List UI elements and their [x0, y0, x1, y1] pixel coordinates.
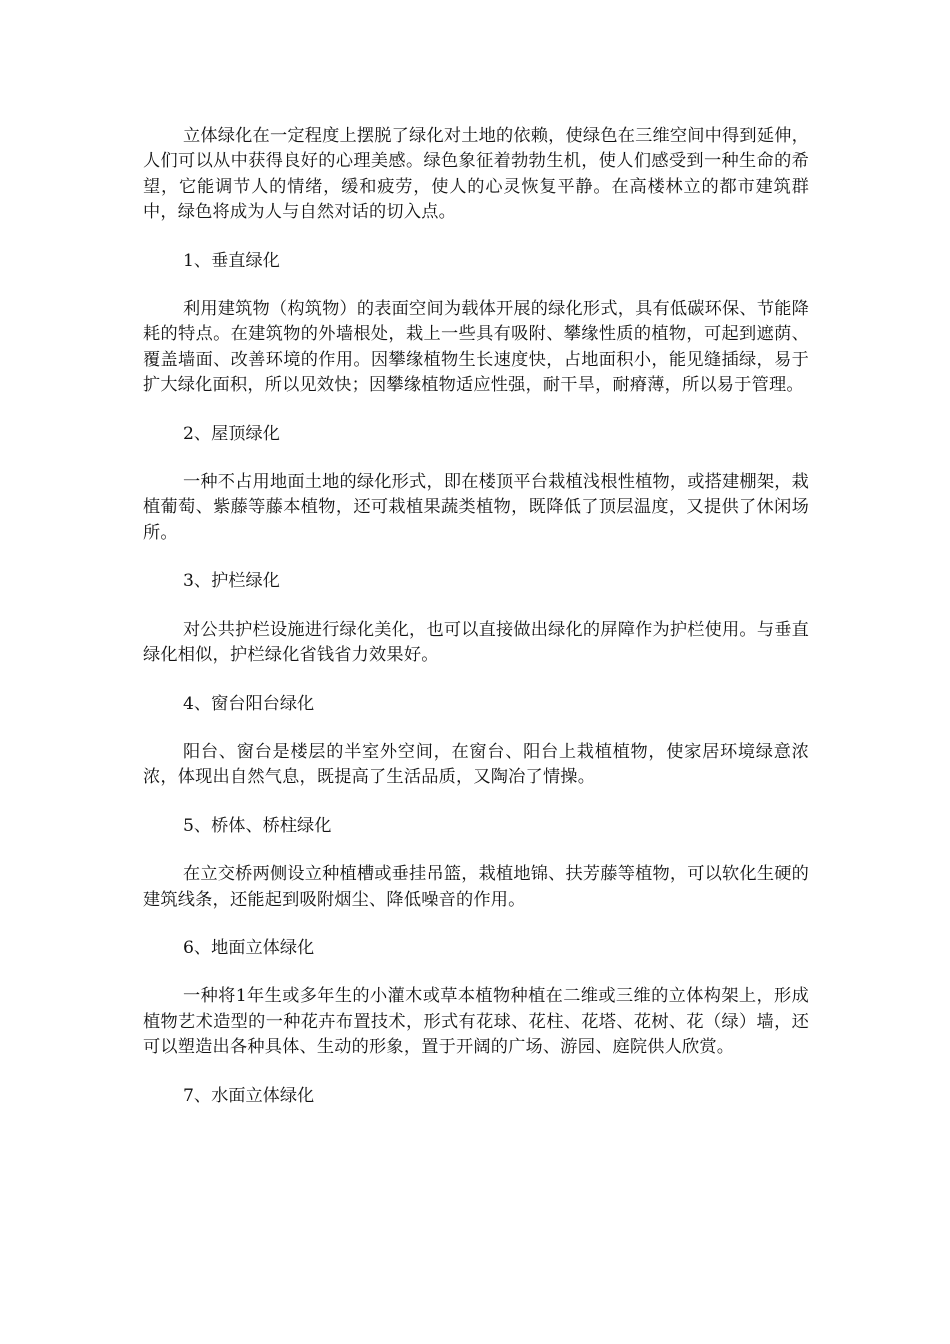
- section-heading-6: 6、地面立体绿化: [183, 937, 315, 958]
- section-heading-2: 2、屋顶绿化: [183, 423, 280, 444]
- document-page: [143, 124, 809, 1109]
- section-body-5: 在立交桥两侧设立种植槽或垂挂吊篮，栽植地锦、扶芳藤等植物，可以软化生硬的建筑线条，还能起到吸附烟尘、降低噪音的作用。: [143, 864, 809, 910]
- section-body-1: 利用建筑物（构筑物）的表面空间为载体开展的绿化形式，具有低碳环保、节能降耗的特点。在建筑物的外墙根处，栽上一些具有吸附、攀缘性质的植物，可起到遮荫、覆盖墙面、改善环境的作用。因攀缘植物生长速度快，占地面积小，能见缝插绿，易于扩大绿化面积，所以见效快；因攀缘植物适应性强，耐干旱，耐瘠薄，所以易于管理。: [143, 299, 809, 396]
- intro-paragraph: 立体绿化在一定程度上摆脱了绿化对土地的依赖，使绿色在三维空间中得到延伸，人们可以从中获得良好的心理美感。绿色象征着勃勃生机，使人们感受到一种生命的希望，它能调节人的情绪，缓和疲劳，使人的心灵恢复平静。在高楼林立的都市建筑群中，绿色将成为人与自然对话的切入点。: [143, 126, 809, 223]
- section-body-2: 一种不占用地面土地的绿化形式，即在楼顶平台栽植浅根性植物，或搭建棚架，栽植葡萄、紫藤等藤本植物，还可栽植果蔬类植物，既降低了顶层温度，又提供了休闲场所。: [143, 472, 809, 543]
- section-heading-3: 3、护栏绿化: [183, 571, 280, 592]
- section-heading-5: 5、桥体、桥柱绿化: [183, 815, 332, 836]
- section-body-4: 阳台、窗台是楼层的半室外空间，在窗台、阳台上栽植植物，使家居环境绿意浓浓，体现出自然气息，既提高了生活品质，又陶冶了情操。: [143, 741, 809, 788]
- section-heading-4: 4、窗台阳台绿化: [183, 693, 315, 714]
- section-heading-1: 1、垂直绿化: [183, 250, 280, 271]
- section-body-3: 对公共护栏设施进行绿化美化，也可以直接做出绿化的屏障作为护栏使用。与垂直绿化相似，护栏绿化省钱省力效果好。: [143, 619, 809, 666]
- section-body-6: 一种将1年生或多年生的小灌木或草本植物种植在二维或三维的立体构架上，形成植物艺术造型的一种花卉布置技术，形式有花球、花柱、花塔、花树、花（绿）墙，还可以塑造出各种具体、生动的形象，置于开阔的广场、游园、庭院供人欣赏。: [143, 986, 809, 1058]
- section-heading-7: 7、水面立体绿化: [183, 1085, 315, 1106]
